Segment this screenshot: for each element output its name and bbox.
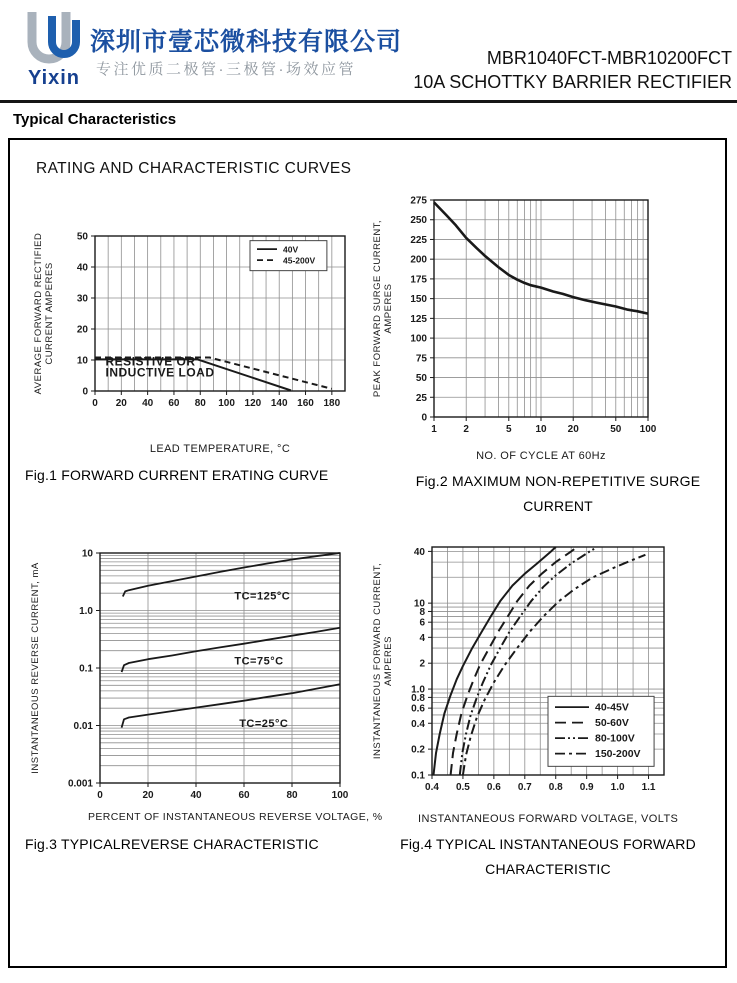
fig1-y-tick-label: 0	[82, 386, 88, 398]
fig1-y-tick-label: 50	[76, 231, 88, 243]
fig1-legend-label: 45-200V	[283, 255, 316, 266]
fig2-caption: Fig.2 MAXIMUM NON-REPETITIVE SURGE CURRENT	[415, 473, 701, 514]
fig2-y-tick-label: 250	[410, 215, 427, 227]
fig2-x-tick-label: 100	[639, 424, 657, 435]
fig2-y-tick-label: 25	[415, 392, 427, 404]
fig4-y-tick-label: 1.0	[411, 684, 425, 696]
fig1-legend-label: 40V	[283, 244, 299, 255]
fig3-x-tick-label: 0	[97, 790, 103, 801]
fig4-series-40-45V	[434, 547, 556, 775]
fig1-y-tick-label: 20	[76, 324, 88, 336]
fig4-xlabel: INSTANTANEOUS FORWARD VOLTAGE, VOLTS	[418, 813, 679, 825]
fig3-y-tick-label: 0.001	[67, 778, 93, 790]
fig4-y-tick-label: 0.1	[411, 770, 425, 782]
fig3-annotation: TC=25°C	[239, 717, 289, 730]
fig4-x-tick-label: 0.5	[455, 782, 470, 793]
fig4-legend-label: 150-200V	[595, 748, 641, 761]
fig4-y-tick-label: 4	[419, 632, 425, 644]
fig4-x-tick-label: 0.6	[486, 782, 501, 793]
company-tagline: 专注优质二极管·三极管·场效应管	[96, 61, 356, 78]
fig4-legend-label: 40-45V	[595, 701, 629, 714]
panel-title: RATING AND CHARACTERISTIC CURVES	[36, 160, 352, 177]
figure-2	[368, 178, 725, 519]
fig2-ylabel: PEAK FORWARD SURGE CURRENT,	[372, 219, 383, 398]
fig3-ylabel: INSTANTANEOUS REVERSE CURRENT, mA	[30, 562, 41, 774]
fig4-y-tick-label: 10	[413, 598, 425, 610]
fig4-x-tick-label: 1.0	[610, 782, 625, 793]
company-name: 深圳市壹芯微科技有限公司	[90, 28, 403, 56]
fig2-y-tick-label: 125	[410, 313, 427, 325]
fig1-x-tick-label: 180	[323, 398, 341, 409]
fig1-y-tick-label: 30	[76, 293, 88, 305]
fig1-y-tick-label: 40	[76, 262, 88, 274]
fig3-caption: Fig.3 TYPICALREVERSE CHARACTERISTIC	[25, 836, 319, 852]
fig4-x-tick-label: 1.1	[641, 782, 656, 793]
fig3-y-tick-label: 1.0	[79, 606, 93, 617]
fig4-plot	[411, 547, 664, 793]
figure-4	[368, 535, 725, 882]
fig2-x-tick-label: 2	[463, 424, 469, 435]
fig2-plot	[410, 196, 656, 436]
fig2-chart-canvas	[368, 192, 660, 445]
fig4-y-tick-label: 0.2	[411, 744, 425, 756]
fig4-y-tick-label: 0.4	[411, 718, 425, 730]
fig3-x-tick-label: 40	[190, 790, 202, 801]
fig4-legend-label: 50-60V	[595, 717, 629, 730]
fig1-x-tick-label: 120	[244, 398, 262, 409]
fig3-x-tick-label: 80	[286, 790, 298, 801]
fig3-annotation: TC=75°C	[234, 655, 284, 668]
fig1-xlabel: LEAD TEMPERATURE, °C	[149, 443, 291, 455]
fig4-legend-label: 80-100V	[595, 732, 635, 745]
fig4-caption: Fig.4 TYPICAL INSTANTANEOUS FORWARD CHARACTERISTIC	[400, 836, 696, 877]
header-logo	[16, 10, 92, 90]
fig1-x-tick-label: 80	[194, 398, 206, 409]
header	[0, 0, 737, 100]
fig3-series-TC=125°C	[123, 553, 340, 597]
fig1-x-tick-label: 100	[218, 398, 235, 409]
fig3-xlabel: PERCENT OF INSTANTANEOUS REVERSE VOLTAGE, %	[88, 811, 383, 823]
fig3-y-tick-label: 0.01	[73, 721, 93, 732]
fig4-x-tick-label: 0.8	[548, 782, 563, 793]
part-subtitle: 10A SCHOTTKY BARRIER RECTIFIER	[413, 72, 732, 92]
fig1-x-tick-label: 40	[142, 398, 154, 409]
fig4-ylabel: AMPERES	[383, 636, 394, 686]
fig1-ylabel: CURRENT AMPERES	[44, 262, 55, 365]
fig3-x-tick-label: 100	[331, 790, 349, 801]
fig2-x-tick-label: 1	[431, 424, 437, 435]
fig2-y-tick-label: 225	[410, 234, 427, 246]
fig3-y-tick-label: 0.1	[79, 663, 93, 675]
fig2-x-tick-label: 50	[610, 424, 622, 435]
characteristics-panel	[8, 138, 727, 968]
fig1-x-tick-label: 160	[297, 398, 314, 409]
fig2-y-tick-label: 50	[415, 373, 427, 385]
fig1-caption: Fig.1 FORWARD CURRENT ERATING CURVE	[25, 467, 329, 483]
fig2-y-tick-label: 0	[421, 412, 427, 424]
fig4-y-tick-label: 40	[413, 546, 425, 558]
fig1-annotation: RESISTIVE OR	[105, 354, 196, 369]
fig4-ylabel: INSTANTANEOUS FORWARD CURRENT,	[372, 562, 383, 760]
fig3-y-tick-label: 10	[81, 548, 93, 560]
fig1-plot	[77, 232, 345, 410]
fig1-x-tick-label: 140	[270, 398, 288, 409]
fig1-y-tick-label: 10	[76, 355, 88, 367]
fig2-x-tick-label: 5	[506, 424, 512, 435]
part-header	[413, 46, 732, 94]
fig3-chart-canvas	[26, 547, 352, 809]
fig3-x-tick-label: 60	[238, 790, 250, 801]
part-range: MBR1040FCT-MBR10200FCT	[486, 48, 732, 68]
figure-row-2	[10, 535, 725, 882]
brand-text: Yixin	[27, 67, 81, 89]
fig2-y-tick-label: 75	[415, 353, 427, 365]
fig2-y-tick-label: 175	[410, 274, 427, 286]
fig1-x-tick-label: 20	[115, 398, 127, 409]
fig4-chart-canvas	[368, 539, 678, 807]
fig2-x-tick-label: 10	[535, 424, 547, 435]
fig4-y-tick-label: 0.8	[411, 692, 425, 704]
header-rule	[0, 100, 737, 103]
fig2-x-tick-label: 20	[567, 424, 579, 435]
fig1-ylabel: AVERAGE FORWARD RECTIFIED	[33, 232, 44, 395]
fig4-y-tick-label: 8	[419, 606, 425, 618]
fig2-ylabel: AMPERES	[383, 283, 394, 334]
fig2-y-tick-label: 275	[410, 195, 427, 207]
fig3-plot	[68, 549, 349, 802]
figure-1	[10, 178, 368, 519]
fig1-chart-canvas	[29, 226, 359, 421]
fig4-x-tick-label: 0.4	[425, 782, 439, 793]
fig2-xlabel: NO. OF CYCLE AT 60Hz	[476, 450, 606, 462]
yixin-logo-icon	[22, 10, 86, 64]
fig3-series-TC=75°C	[122, 628, 340, 672]
fig4-x-tick-label: 0.7	[517, 782, 532, 793]
fig3-annotation: TC=125°C	[234, 590, 291, 603]
fig1-x-tick-label: 60	[168, 398, 180, 409]
fig3-x-tick-label: 20	[142, 790, 154, 801]
fig2-y-tick-label: 200	[410, 254, 427, 266]
fig1-x-tick-label: 0	[92, 398, 98, 409]
fig4-x-tick-label: 0.9	[579, 782, 594, 793]
fig1-annotation: INDUCTIVE LOAD	[105, 365, 215, 380]
figure-row-1	[10, 178, 725, 519]
fig4-y-tick-label: 2	[419, 658, 425, 670]
fig4-y-tick-label: 0.6	[411, 703, 425, 715]
fig2-y-tick-label: 150	[410, 294, 427, 306]
fig4-y-tick-label: 6	[419, 617, 425, 629]
section-heading: Typical Characteristics	[13, 111, 177, 128]
fig2-y-tick-label: 100	[410, 333, 427, 345]
